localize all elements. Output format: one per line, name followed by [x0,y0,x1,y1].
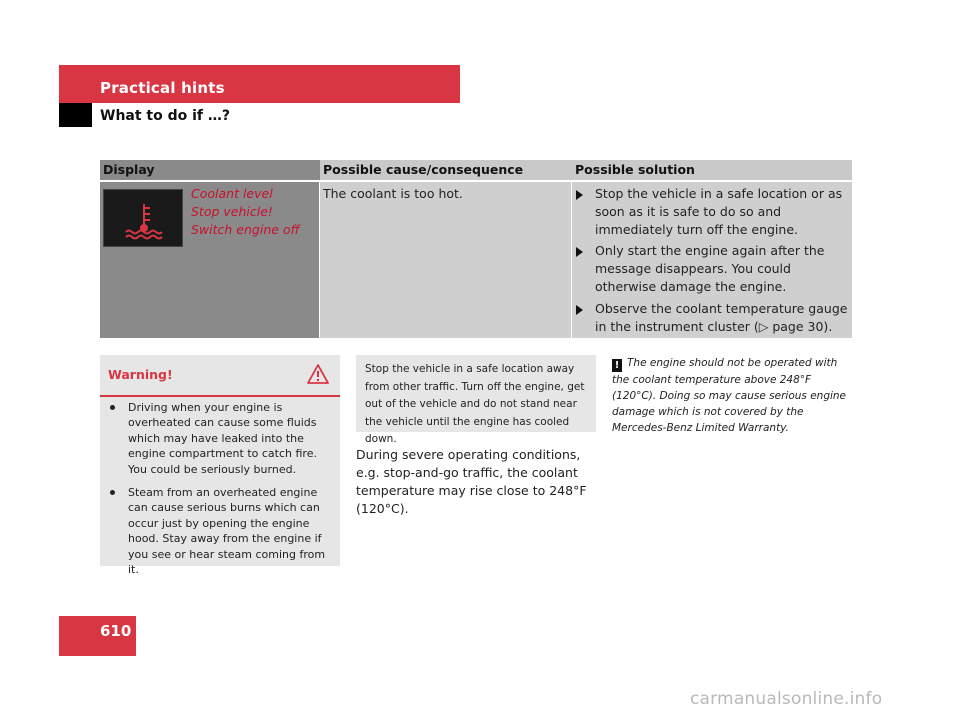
arrow-right-icon [576,190,583,200]
column-header-display: Display [100,160,320,180]
solution-item [572,300,850,336]
bullet-icon [110,405,115,410]
display-line-2: Stop vehicle! [191,204,273,219]
warning-item-text: Steam from an overheated engine can cause serious burns which can occur just by opening the engine hood. Stay away from the engine if you see or hear steam coming from it. [128,486,326,577]
warning-box [100,355,340,577]
warning-list [108,400,333,585]
watermark: carmanualsonline.info [690,689,883,709]
warning-item-text: Driving when your engine is overheated can cause some fluids which may have leaked into the engine compartment to catch fire. You could be seriously burned. [128,401,317,476]
info-box [356,355,596,445]
note-text: The engine should not be operated with the coolant temperature above 248°F (120°C). Doing so may cause serious engine damage which is not covered by the Mercedes-Benz Limited Warranty. [612,357,847,434]
column-header-solution: Possible solution [572,160,852,180]
section-title: Practical hints [100,79,225,97]
subtitle-marker [59,103,92,127]
display-line-1: Coolant level [191,186,273,201]
bullet-icon [110,490,115,495]
body-paragraph: During severe operating conditions, e.g. stop-and-go traffic, the coolant temperature may rise close to 248°F (120°C). [356,447,587,516]
cause-cell [320,182,571,338]
display-line-3: Switch engine off [191,222,300,237]
info-box-text: Stop the vehicle in a safe location away from other traffic. Turn off the engine, get out of the vehicle and do not stand near the vehicle until the engine has cooled down. [365,363,585,445]
display-cell [100,182,319,338]
solution-text: Only start the engine again after the message disappears. You could otherwise damage the engine. [595,243,825,294]
cause-text: The coolant is too hot. [323,186,463,201]
solution-text: Stop the vehicle in a safe location or as soon as it is safe to do so and immediately turn off the engine. [595,186,843,237]
display-message [191,185,300,239]
solution-text: Observe the coolant temperature gauge in the instrument cluster (▷ page 30). [595,301,848,334]
warning-item [108,485,333,577]
column-header-cause: Possible cause/consequence [320,160,572,180]
arrow-right-icon [576,247,583,257]
warning-item [108,400,333,477]
damage-note [612,355,857,436]
display-screen [103,189,183,247]
warning-triangle-icon [307,364,329,384]
warning-header [100,355,340,397]
arrow-right-icon [576,305,583,315]
solution-item [572,185,850,239]
page-number: 610 [100,622,132,640]
solution-cell [572,182,852,338]
coolant-temperature-icon [104,190,182,246]
exclamation-icon: ! [612,359,622,372]
warning-title: Warning! [108,367,173,382]
page-subtitle: What to do if …? [100,108,231,124]
solution-item [572,242,850,296]
